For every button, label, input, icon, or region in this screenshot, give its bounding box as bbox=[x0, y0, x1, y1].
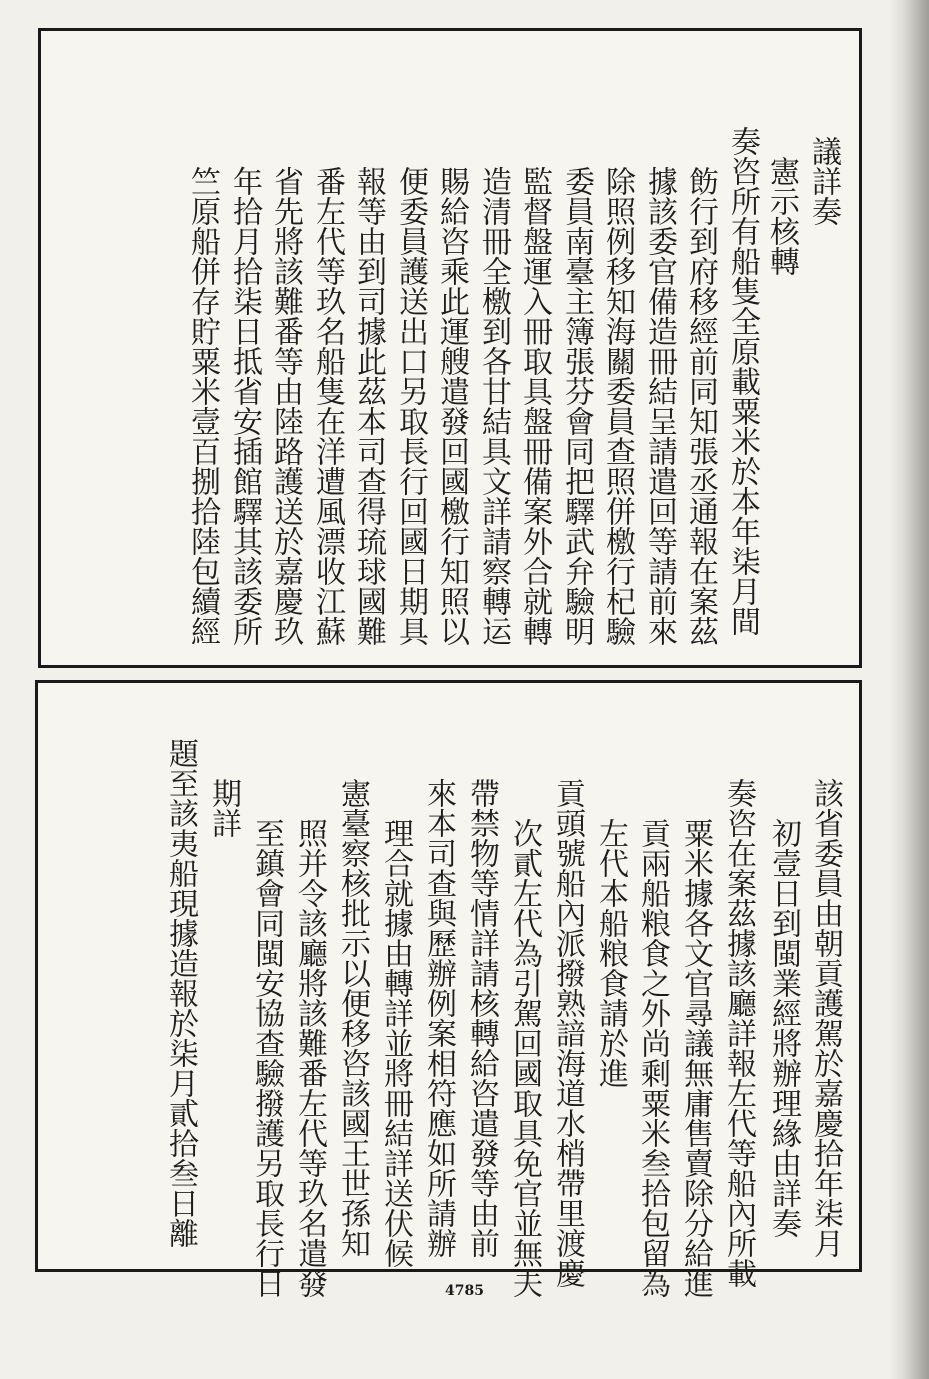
text-column: 議詳奏 bbox=[806, 136, 841, 226]
text-column: 造清冊全檄到各甘結具文詳請察轉运 bbox=[476, 166, 511, 646]
text-column: 報等由到司據此茲本司查得琉球國難 bbox=[351, 166, 386, 646]
text-column: 貢頭號船內派撥熟諳海道水梢帶里渡慶 bbox=[550, 778, 585, 1288]
text-column: 次貳左代為引駕回國取具免官並無夫 bbox=[507, 818, 542, 1298]
upper-text-panel bbox=[38, 28, 862, 668]
text-column: 粟米據各文官尋議無庸售賣除分給進 bbox=[678, 818, 713, 1298]
text-column: 奏咨在案茲據該廳詳報左代等船內所載 bbox=[721, 778, 756, 1288]
text-column: 憲臺察核批示以便移咨該國王世孫知 bbox=[335, 778, 370, 1258]
text-column: 番左代等玖名船隻在洋遭風漂收江蘇 bbox=[310, 166, 345, 646]
page-edge-shadow bbox=[889, 0, 929, 1379]
text-column: 竺原船併存貯粟米壹百捌拾陸包續經 bbox=[185, 166, 220, 646]
text-column: 憲示核轉 bbox=[764, 156, 799, 276]
text-column: 貢兩船粮食之外尚剩粟米叁拾包留為 bbox=[635, 818, 670, 1298]
text-column: 省先將該難番等由陸路護送於嘉慶玖 bbox=[268, 166, 303, 646]
text-column: 理合就據由轉詳並將冊結詳送伏候 bbox=[378, 818, 413, 1268]
text-column: 初壹日到閩業經將辦理緣由詳奏 bbox=[766, 818, 801, 1238]
text-column: 年拾月拾柒日抵省安插館驛其該委所 bbox=[227, 166, 262, 646]
text-column: 委員南臺主簿張芬會同把驛武弁驗明 bbox=[559, 166, 594, 646]
text-column: 監督盤運入冊取具盤冊備案外合就轉 bbox=[517, 166, 552, 646]
text-column: 題至該夷船現據造報於柒月貳拾叁日離 bbox=[163, 738, 198, 1248]
text-column: 賜給咨乘此運艘遣發回國檄行知照以 bbox=[434, 166, 469, 646]
text-column: 除照例移知海關委員查照併檄行杞驗 bbox=[600, 166, 635, 646]
text-column: 來本司查與歷辦例案相符應如所請辦 bbox=[421, 778, 456, 1258]
page-number: 4785 bbox=[445, 1283, 484, 1299]
text-column: 據該委官備造冊結呈請遣回等請前來 bbox=[642, 166, 677, 646]
text-column: 照并令該廳將該難番左代等玖名遣發 bbox=[292, 818, 327, 1298]
text-column: 該省委員由朝貢護駕於嘉慶拾年柒月 bbox=[808, 778, 843, 1258]
text-column: 奏咨所有船隻全原載粟米於本年柒月間 bbox=[725, 126, 760, 636]
text-column: 帶禁物等情詳請核轉給咨遣發等由前 bbox=[464, 778, 499, 1258]
text-column: 便委員護送出口另取長行回國日期具 bbox=[393, 166, 428, 646]
text-column: 期詳 bbox=[206, 778, 241, 838]
text-column: 飭行到府移經前同知張丞通報在案茲 bbox=[683, 166, 718, 646]
text-column: 至鎮會同閩安協查驗撥護另取長行日 bbox=[249, 818, 284, 1298]
text-column: 左代本船粮食請於進 bbox=[593, 818, 628, 1088]
